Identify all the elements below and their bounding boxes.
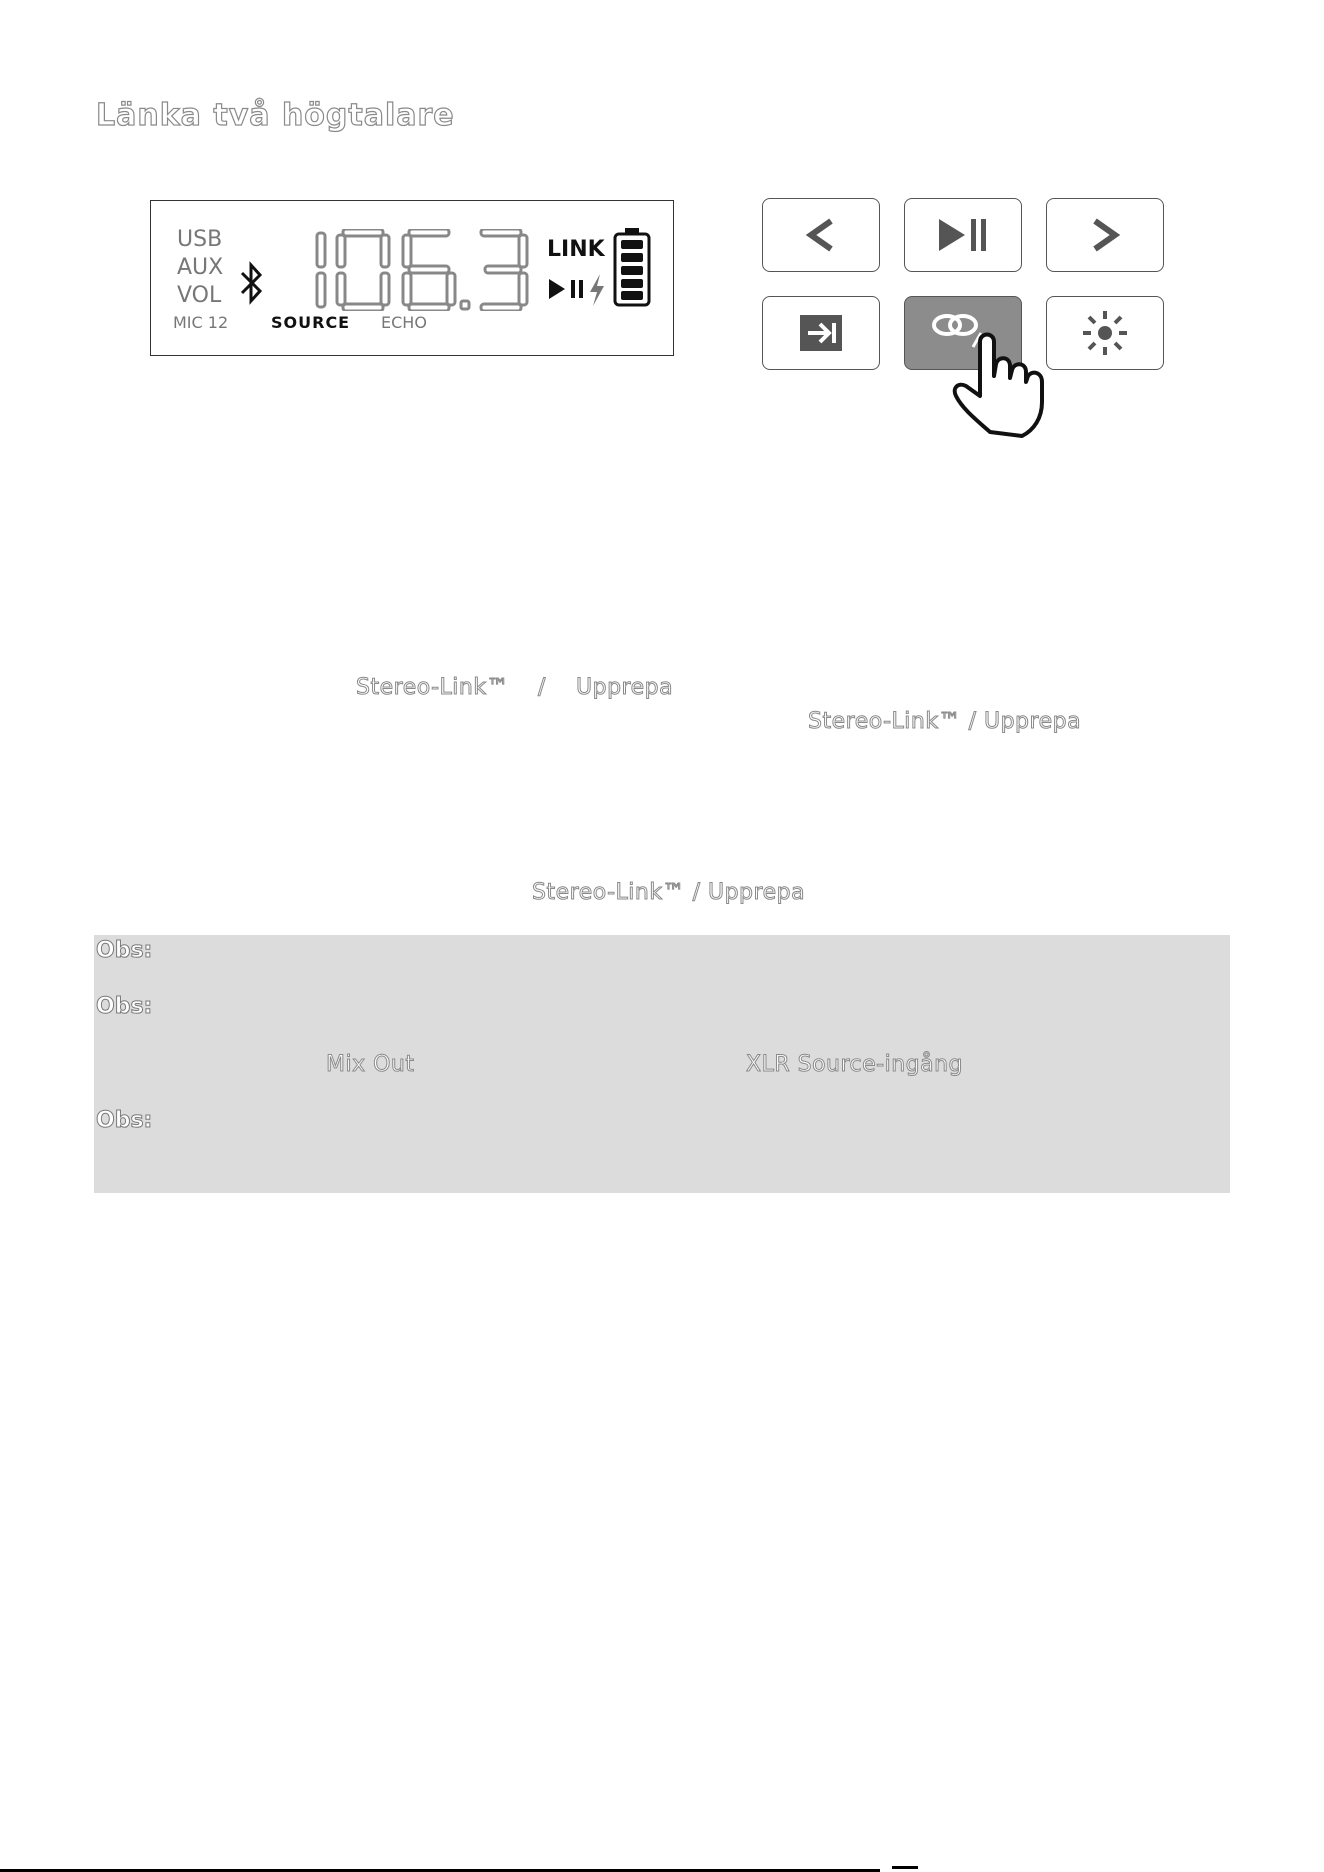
chevron-right-icon bbox=[1085, 215, 1125, 255]
play-pause-icon bbox=[935, 215, 991, 255]
lcd-label-echo: ECHO bbox=[381, 313, 427, 332]
play-pause-button[interactable] bbox=[904, 198, 1022, 272]
input-arrow-icon bbox=[798, 313, 844, 353]
note-label-1: Obs: bbox=[96, 938, 153, 963]
stereo-link-term-1: Stereo-Link™ bbox=[356, 675, 510, 700]
stereo-link-repeat-term-2: Stereo-Link™ / Upprepa bbox=[808, 709, 1082, 734]
lcd-display bbox=[150, 200, 674, 356]
note-label-2: Obs: bbox=[96, 994, 153, 1019]
lcd-label-vol: VOL bbox=[177, 283, 222, 308]
stereo-link-separator: / bbox=[538, 675, 546, 700]
previous-button[interactable] bbox=[762, 198, 880, 272]
lcd-label-source: SOURCE bbox=[271, 313, 351, 332]
repeat-term-1: Upprepa bbox=[576, 675, 674, 700]
pointing-hand-icon bbox=[950, 322, 1060, 442]
lcd-label-usb: USB bbox=[177, 227, 223, 252]
lcd-label-aux: AUX bbox=[177, 255, 224, 280]
lcd-label-mic: MIC 12 bbox=[173, 313, 229, 332]
mix-out-term: Mix Out bbox=[326, 1052, 415, 1077]
footer-mark bbox=[892, 1866, 918, 1869]
light-button[interactable] bbox=[1046, 296, 1164, 370]
notes-panel bbox=[94, 935, 1230, 1193]
sun-icon bbox=[1081, 309, 1129, 357]
stereo-link-repeat-term-3: Stereo-Link™ / Upprepa bbox=[532, 880, 806, 905]
charging-bolt-icon bbox=[587, 273, 607, 307]
page-heading: Länka två högtalare bbox=[96, 98, 455, 133]
play-pause-icon bbox=[547, 277, 587, 301]
frequency-digits bbox=[311, 229, 541, 311]
lcd-link-label: LINK bbox=[547, 237, 605, 262]
battery-icon bbox=[613, 227, 651, 307]
source-input-button[interactable] bbox=[762, 296, 880, 370]
xlr-source-term: XLR Source-ingång bbox=[746, 1052, 964, 1077]
note-label-3: Obs: bbox=[96, 1108, 153, 1133]
bluetooth-icon bbox=[239, 261, 265, 305]
chevron-left-icon bbox=[801, 215, 841, 255]
next-button[interactable] bbox=[1046, 198, 1164, 272]
